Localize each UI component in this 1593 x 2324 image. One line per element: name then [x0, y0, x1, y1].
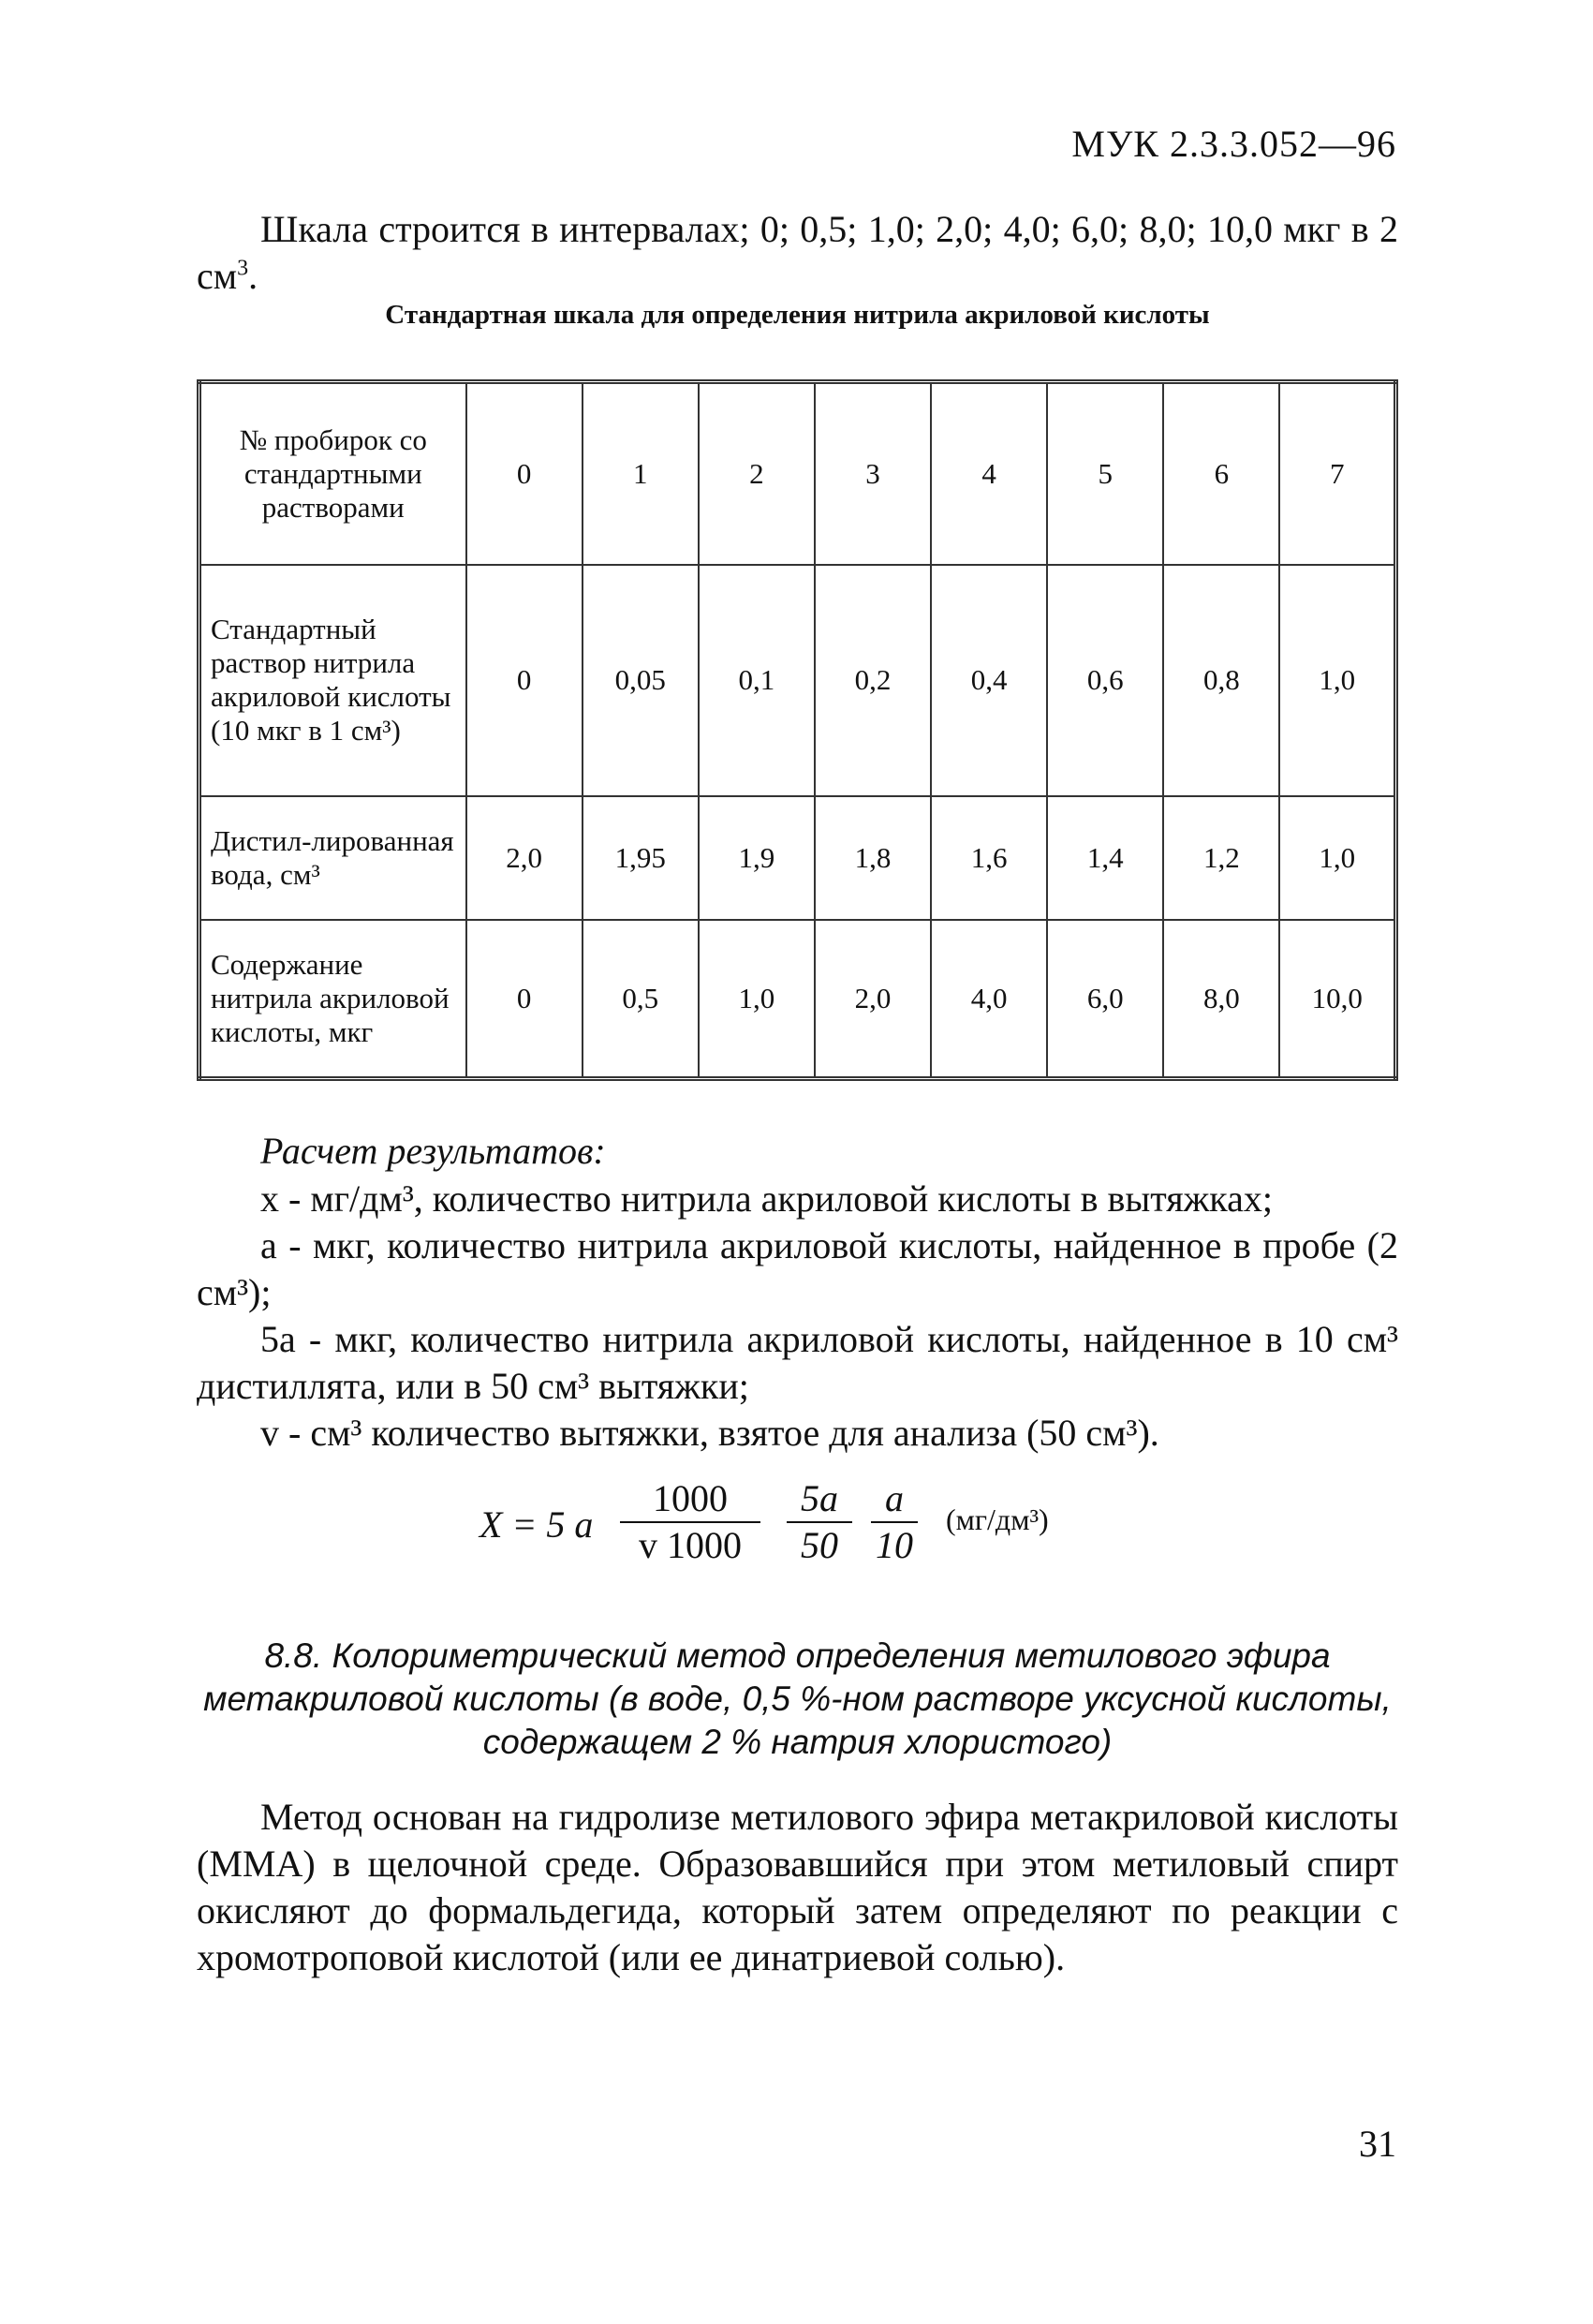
fraction-3-denominator: 10 — [876, 1524, 913, 1566]
table-cell: 1,6 — [931, 796, 1047, 920]
row-header: № пробирок со стандартными растворами — [199, 382, 466, 565]
table-cell: 0 — [466, 382, 583, 565]
method-paragraph: Метод основан на гидролизе метилового эфира метакриловой кислоты (ММА) в щелочной среде. Образовавшийся при этом метиловый спирт окисляют до формальдегида, который затем определяют по реакции с хромотроповой кислотой (или ее динатриевой солью). — [197, 1796, 1398, 1978]
formula-fraction-2 — [787, 1476, 852, 1568]
definition-v: v - см³ количество вытяжки, взятое для анализа (50 см³). — [260, 1412, 1159, 1454]
fraction-2-numerator: 5a — [787, 1476, 852, 1523]
row-header: Содержание нитрила акриловой кислоты, мкг — [199, 920, 466, 1079]
table-cell: 1,95 — [583, 796, 699, 920]
row-header: Дистил-лированная вода, см³ — [199, 796, 466, 920]
table-cell: 1 — [583, 382, 699, 565]
table-cell: 0,5 — [583, 920, 699, 1079]
table-cell: 2,0 — [815, 920, 931, 1079]
table-row — [199, 382, 1396, 565]
definitions-list — [197, 1176, 1398, 1457]
definition-a: а - мкг, количество нитрила акриловой кислоты, найденное в пробе (2 см³); — [197, 1224, 1398, 1313]
superscript-3: 3 — [237, 256, 249, 281]
formula-fraction-3 — [871, 1476, 918, 1568]
table-cell: 0,1 — [699, 565, 815, 796]
table-row — [199, 565, 1396, 796]
table-cell: 0,6 — [1047, 565, 1163, 796]
fraction-3-numerator: a — [871, 1476, 918, 1523]
formula-lhs: X = 5 а — [479, 1503, 594, 1546]
table-cell: 0,2 — [815, 565, 931, 796]
table-cell: 2,0 — [466, 796, 583, 920]
table-cell: 0,05 — [583, 565, 699, 796]
table-cell: 6,0 — [1047, 920, 1163, 1079]
calculation-title: Расчет результатов: — [260, 1130, 606, 1172]
table-cell: 0,4 — [931, 565, 1047, 796]
scale-intro-text: Шкала строится в интервалах; 0; 0,5; 1,0; 2,0; 4,0; 6,0; 8,0; 10,0 мкг в 2 см — [197, 208, 1398, 297]
table-cell: 0 — [466, 565, 583, 796]
table-cell: 1,0 — [1279, 565, 1395, 796]
table-cell: 1,2 — [1163, 796, 1279, 920]
row-header: Стандартный раствор нитрила акриловой кислоты (10 мкг в 1 см³) — [199, 565, 466, 796]
fraction-1-denominator: v 1000 — [639, 1524, 742, 1566]
table-cell: 6 — [1163, 382, 1279, 565]
definition-x: x - мг/дм³, количество нитрила акриловой кислоты в вытяжках; — [260, 1177, 1273, 1220]
formula-units: (мг/дм³) — [946, 1502, 1049, 1536]
table-cell: 0 — [466, 920, 583, 1079]
page-number: 31 — [1359, 2123, 1396, 2165]
section-8-8-title: 8.8. Колориметрический метод определения метилового эфира метакриловой кислоты (в воде, 0,5 %-ном растворе уксусной кислоты, содержащем 2 % натрия хлористого) — [203, 1636, 1392, 1761]
table-caption: Стандартная шкала для определения нитрила акриловой кислоты — [385, 300, 1210, 330]
table-cell: 2 — [699, 382, 815, 565]
document-code: МУК 2.3.3.052—96 — [1071, 123, 1396, 165]
table-cell: 7 — [1279, 382, 1395, 565]
result-formula — [0, 1461, 1593, 1583]
table-row — [199, 920, 1396, 1079]
table-cell: 4,0 — [931, 920, 1047, 1079]
scale-intro-paragraph — [197, 206, 1398, 300]
table-cell: 1,8 — [815, 796, 931, 920]
table-cell: 0,8 — [1163, 565, 1279, 796]
table-cell: 1,4 — [1047, 796, 1163, 920]
table-cell: 1,9 — [699, 796, 815, 920]
table-cell: 3 — [815, 382, 931, 565]
table-cell: 10,0 — [1279, 920, 1395, 1079]
table-cell: 8,0 — [1163, 920, 1279, 1079]
table-cell: 1,0 — [699, 920, 815, 1079]
table-cell: 1,0 — [1279, 796, 1395, 920]
table-cell: 4 — [931, 382, 1047, 565]
scale-intro-end: . — [248, 255, 258, 297]
table-cell: 5 — [1047, 382, 1163, 565]
fraction-2-denominator: 50 — [801, 1524, 838, 1566]
table-row — [199, 796, 1396, 920]
definition-5a: 5а - мкг, количество нитрила акриловой кислоты, найденное в 10 см³ дистиллята, или в 50 см³ вытяжки; — [197, 1318, 1398, 1407]
standard-scale-table — [197, 379, 1398, 1081]
fraction-1-numerator: 1000 — [620, 1476, 760, 1523]
formula-fraction-1 — [620, 1476, 760, 1568]
